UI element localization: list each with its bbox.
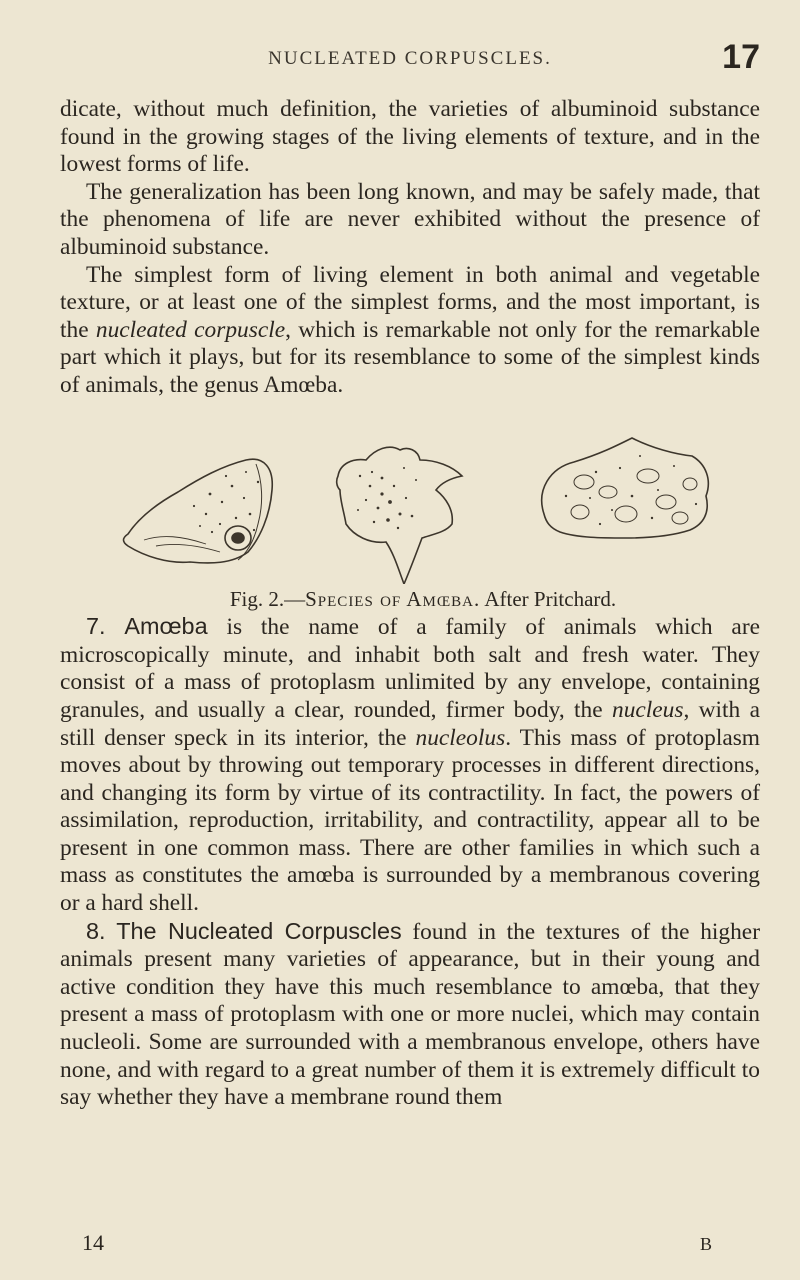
page-header [60,38,760,78]
section-7-paragraph [60,613,760,918]
paragraph-text: found in the textures of the higher animals present many varieties of appearance, but in their young and active condition they have this much resemblance to amœba, that they present a mass of protoplasm with one or more nuclei, which may contain nucleoli. Some are surrounded with a membranous envelope, others have none, and with regard to a great number of them it is extremely difficult to say whether they have a membrane round them [60,918,760,1111]
paragraph-generalization: The generalization has been long known, and may be safely made, that the phenomena of life are never exhibited without the presence of albuminoid substance. [60,178,760,260]
section-8-paragraph [60,918,760,1112]
figure-title: Species of Amœba. [305,586,481,611]
term-nucleolus: nucleolus [415,724,506,751]
amoeba-drawings [60,406,760,584]
running-head: NUCLEATED CORPUSCLES. [268,48,552,69]
figure-credit: After Pritchard. [480,586,617,611]
paragraph-continuation: dicate, without much definition, the varieties of albuminoid substance found in the growing stages of the living elements of texture, and in the lowest forms of life. [60,96,760,178]
section-number: 8. [86,917,106,944]
amoeba-figure-2 [337,447,462,584]
signature-mark: 14 [82,1230,104,1255]
section-title: Amœba [124,613,208,640]
page-number: 17 [722,38,760,76]
paragraph-simplest-form [60,262,760,400]
figure-amoeba-illustration [60,406,760,584]
paragraph-text: The simplest form of living element in both animal and vegetable texture, or at least one of the simplest forms, and the most important, is the [60,261,760,343]
figure-label: Fig. 2.— [229,586,306,611]
amoeba-figure-1 [124,459,273,563]
term-nucleated-corpuscle: nucleated corpuscle [95,316,286,343]
page-footer [60,1230,760,1260]
paragraph-text: , with a still denser speck in its interior, the [60,696,760,751]
paragraph-text: , which is remarkable not only for the remarkable part which it plays, but for its resemblance to some of the simplest kinds of animals, the genus Amœba. [60,316,760,398]
section-number: 7. [86,613,106,640]
term-nucleus: nucleus [612,696,684,723]
signature-letter: B [699,1234,712,1254]
paragraph-text: is the name of a family of animals which are microscopically minute, and inhabit both salt and fresh water. They consist of a mass of protoplasm unlimited by any envelope, containing granules, and usually a clear, rounded, firmer body, the [60,614,760,723]
figure-caption [60,586,760,614]
paragraph-text: . This mass of protoplasm moves about by throwing out temporary processes in different directions, and changing its form by virtue of its contractility. In fact, the powers of assimilation, reproduction, irritability, and contractility, appear all to be present in one common mass. There are other families in which such a mass as constitutes the amœba is surrounded by a membranous covering or a hard shell. [60,724,760,917]
section-title: The Nucleated Corpuscles [116,917,402,944]
body-text [60,96,760,1112]
